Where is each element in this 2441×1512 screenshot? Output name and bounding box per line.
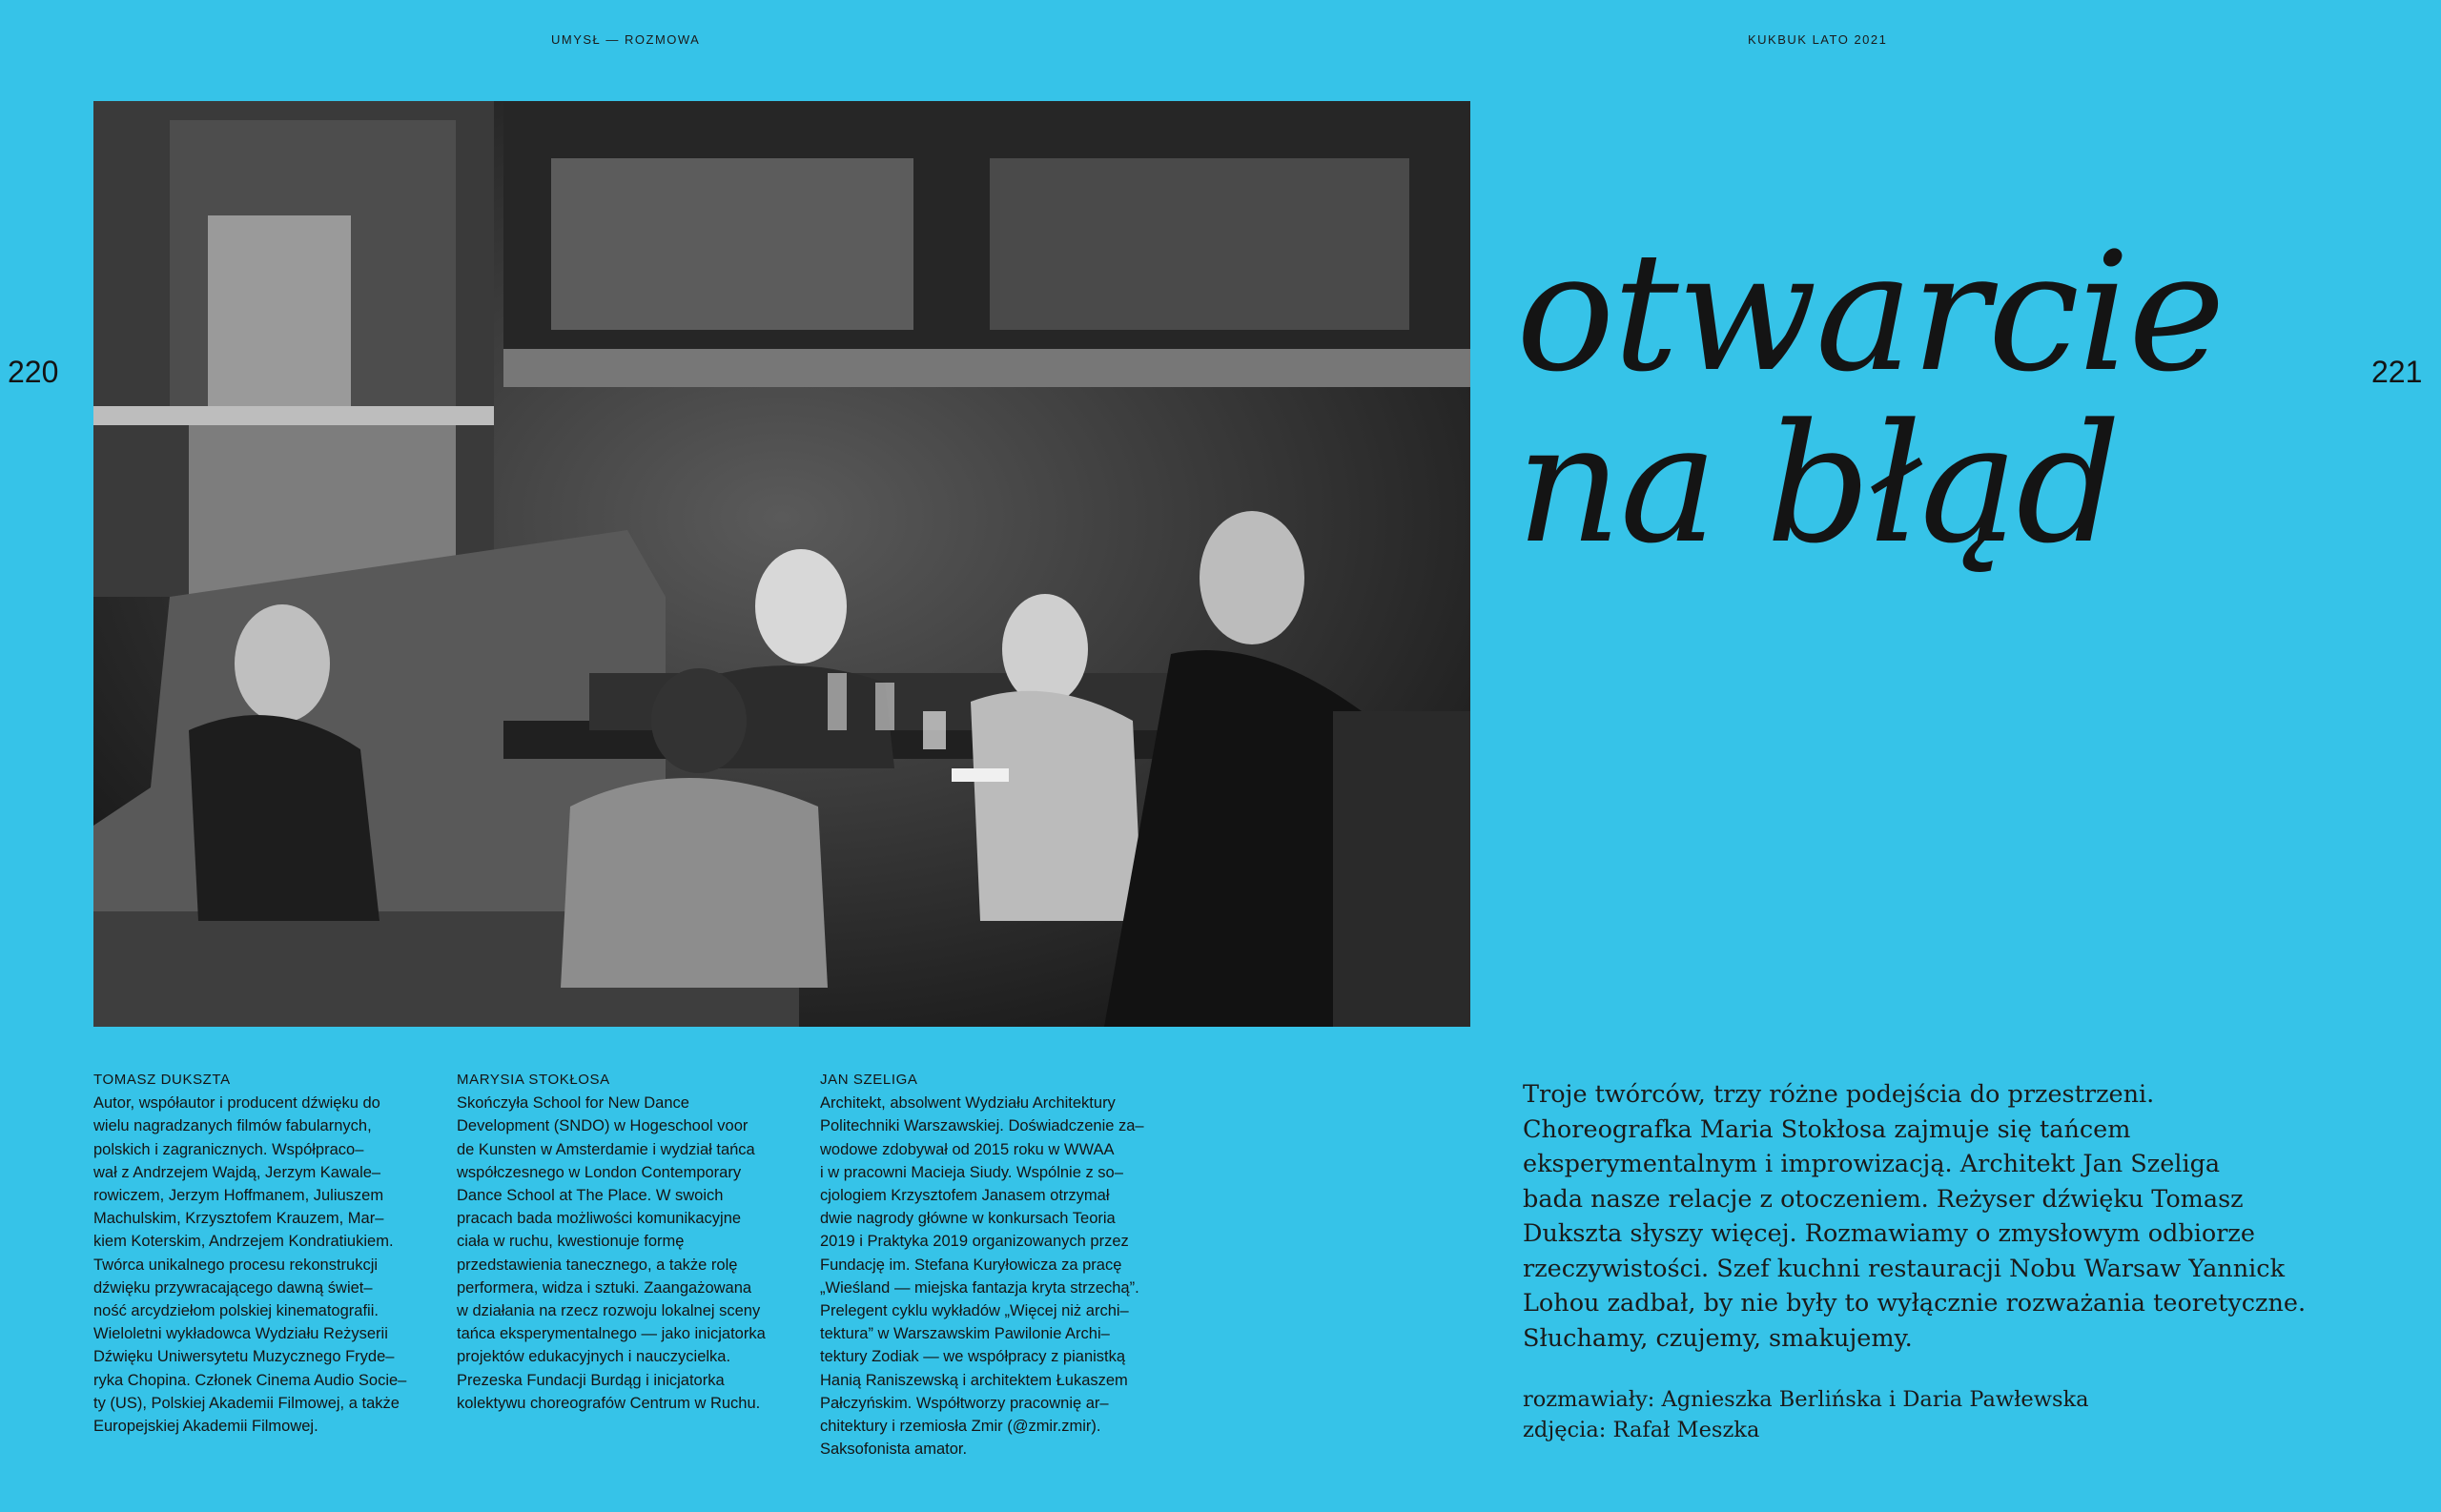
- person-1-head: [235, 604, 330, 723]
- restaurant-photo: [93, 101, 1470, 1027]
- lead-line: bada nasze relacje z otoczeniem. Reżyser dźwięku Tomasz: [1523, 1184, 2244, 1214]
- bio-line: tektura” w Warszawskim Pawilonie Archi–: [820, 1325, 1110, 1343]
- bio-line: Architekt, absolwent Wydziału Architektury: [820, 1094, 1116, 1113]
- bio-line: Politechniki Warszawskiej. Doświadczenie za–: [820, 1117, 1144, 1135]
- bio-line: Saksofonista amator.: [820, 1440, 968, 1459]
- credit-photos: zdjęcia: Rafał Meszka: [1523, 1418, 1760, 1442]
- person-4-head: [1002, 594, 1088, 705]
- title-line-2: na błąd: [1516, 388, 2120, 580]
- bio-marysia-stoklosa: [457, 1069, 781, 1415]
- credits: [1523, 1384, 2362, 1445]
- bio-line: Fundację im. Stefana Kuryłowicza za pracę: [820, 1256, 1122, 1274]
- article-title: [1516, 216, 2224, 580]
- bio-line: kolektywu choreografów Centrum w Ruchu.: [457, 1394, 761, 1412]
- page-number-left: 220: [8, 355, 59, 389]
- bio-line: polskich i zagranicznych. Współpraco–: [93, 1140, 364, 1158]
- bio-line: i w pracowni Macieja Siudy. Wspólnie z so–: [820, 1163, 1123, 1181]
- bio-line: „Wieśland — miejska fantazja kryta strzechą”.: [820, 1278, 1139, 1297]
- bio-line: wielu nagradzanych filmów fabularnych,: [93, 1117, 372, 1135]
- bio-line: ty (US), Polskiej Akademii Filmowej, a także: [93, 1394, 400, 1412]
- bio-line: Twórca unikalnego procesu rekonstrukcji: [93, 1256, 379, 1274]
- basket: [208, 215, 351, 406]
- lead-line: eksperymentalnym i improwizacją. Architekt Jan Szeliga: [1523, 1150, 2221, 1178]
- running-head-right: KUKBUK LATO 2021: [1748, 32, 1888, 47]
- bio-line: performera, widza i sztuki. Zaangażowana: [457, 1278, 752, 1297]
- bio-line: Machulskim, Krzysztofem Krauzem, Mar–: [93, 1210, 384, 1228]
- page-number-right: 221: [2371, 355, 2423, 389]
- lead-line: Słuchamy, czujemy, smakujemy.: [1523, 1323, 1913, 1353]
- bio-line: wał z Andrzejem Wajdą, Jerzym Kawale–: [93, 1163, 381, 1181]
- bio-line: pracach bada możliwości komunikacyjne: [457, 1210, 742, 1228]
- bio-tomasz-dukszta: [93, 1069, 418, 1438]
- bio-line: ryka Chopina. Członek Cinema Audio Socie–: [93, 1371, 407, 1389]
- person-3-head: [651, 668, 747, 773]
- running-head-left: UMYSŁ — ROZMOWA: [551, 32, 701, 47]
- bio-line: wodowe zdobywał od 2015 roku w WWAA: [820, 1140, 1115, 1158]
- person-3-body: [561, 778, 828, 988]
- bio-line: kiem Koterskim, Andrzejem Kondratiukiem.: [93, 1233, 394, 1251]
- bio-line: przedstawienia tanecznego, a także rolę: [457, 1256, 738, 1274]
- bio-line: Prezeska Fundacji Burdąg i inicjatorka: [457, 1371, 725, 1389]
- lead-line: Choreografka Maria Stokłosa zajmuje się tańcem: [1523, 1114, 2131, 1144]
- bio-line: Autor, współautor i producent dźwięku do: [93, 1094, 380, 1113]
- bio-line: Hanią Raniszewską i architektem Łukaszem: [820, 1371, 1128, 1389]
- person-4-body: [971, 691, 1142, 921]
- bio-line: Skończyła School for New Dance: [457, 1094, 689, 1113]
- bio-name: JAN SZELIGA: [820, 1072, 918, 1088]
- bio-line: Development (SNDO) w Hogeschool voor: [457, 1117, 749, 1135]
- lead-line: Dukszta słyszy więcej. Rozmawiamy o zmysłowym odbiorze: [1523, 1219, 2255, 1248]
- bio-line: ciała w ruchu, kwestionuje formę: [457, 1233, 685, 1251]
- bio-line: cjologiem Krzysztofem Janasem otrzymał: [820, 1187, 1110, 1205]
- bio-line: tańca eksperymentalnego — jako inicjatorka: [457, 1325, 766, 1343]
- bio-name: TOMASZ DUKSZTA: [93, 1072, 231, 1088]
- bio-line: 2019 i Praktyka 2019 organizowanych przez: [820, 1233, 1129, 1251]
- title-line-1: otwarcie: [1516, 216, 2224, 408]
- person-2-head: [755, 549, 847, 664]
- lead-line: Lohou zadbał, by nie były to wyłącznie rozważania teoretyczne.: [1523, 1289, 2307, 1318]
- bio-line: Dance School at The Place. W swoich: [457, 1187, 724, 1205]
- person-1-body: [189, 715, 379, 921]
- bio-name: MARYSIA STOKŁOSA: [457, 1072, 610, 1088]
- bio-line: współczesnego w London Contemporary: [457, 1163, 742, 1181]
- bio-line: Dźwięku Uniwersytetu Muzycznego Fryde–: [93, 1348, 395, 1366]
- lead-line: Troje twórców, trzy różne podejścia do przestrzeni.: [1523, 1080, 2155, 1109]
- bio-line: dźwięku przywracającego dawną świet–: [93, 1278, 373, 1297]
- bio-line: dwie nagrody główne w konkursach Teoria: [820, 1210, 1116, 1228]
- lead-paragraph: [1523, 1077, 2362, 1356]
- bio-line: w działania na rzecz rozwoju lokalnej sceny: [457, 1302, 761, 1320]
- bio-line: Europejskiej Akademii Filmowej.: [93, 1418, 318, 1436]
- bio-line: Wieloletni wykładowca Wydziału Reżyserii: [93, 1325, 388, 1343]
- bio-line: de Kunsten w Amsterdamie i wydział tańca: [457, 1140, 755, 1158]
- bio-line: ność arcydziełom polskiej kinematografii.: [93, 1302, 379, 1320]
- bio-line: Prelegent cyklu wykładów „Więcej niż archi–: [820, 1302, 1129, 1320]
- lead-line: rzeczywistości. Szef kuchni restauracji Nobu Warsaw Yannick: [1523, 1254, 2286, 1283]
- bio-line: rowiczem, Jerzym Hoffmanem, Juliuszem: [93, 1187, 384, 1205]
- person-5-head: [1200, 511, 1304, 644]
- bio-line: tektury Zodiak — we współpracy z pianistką: [820, 1348, 1126, 1366]
- bio-line: chitektury i rzemiosła Zmir (@zmir.zmir).: [820, 1418, 1101, 1436]
- bio-line: Pałczyńskim. Współtworzy pracownię ar–: [820, 1394, 1109, 1412]
- bio-line: projektów edukacyjnych i nauczycielka.: [457, 1348, 731, 1366]
- credit-interviewers: rozmawiały: Agnieszka Berlińska i Daria Pawłewska: [1523, 1387, 2089, 1412]
- photo-illustration: [93, 101, 1470, 1027]
- bio-jan-szeliga: [820, 1069, 1144, 1461]
